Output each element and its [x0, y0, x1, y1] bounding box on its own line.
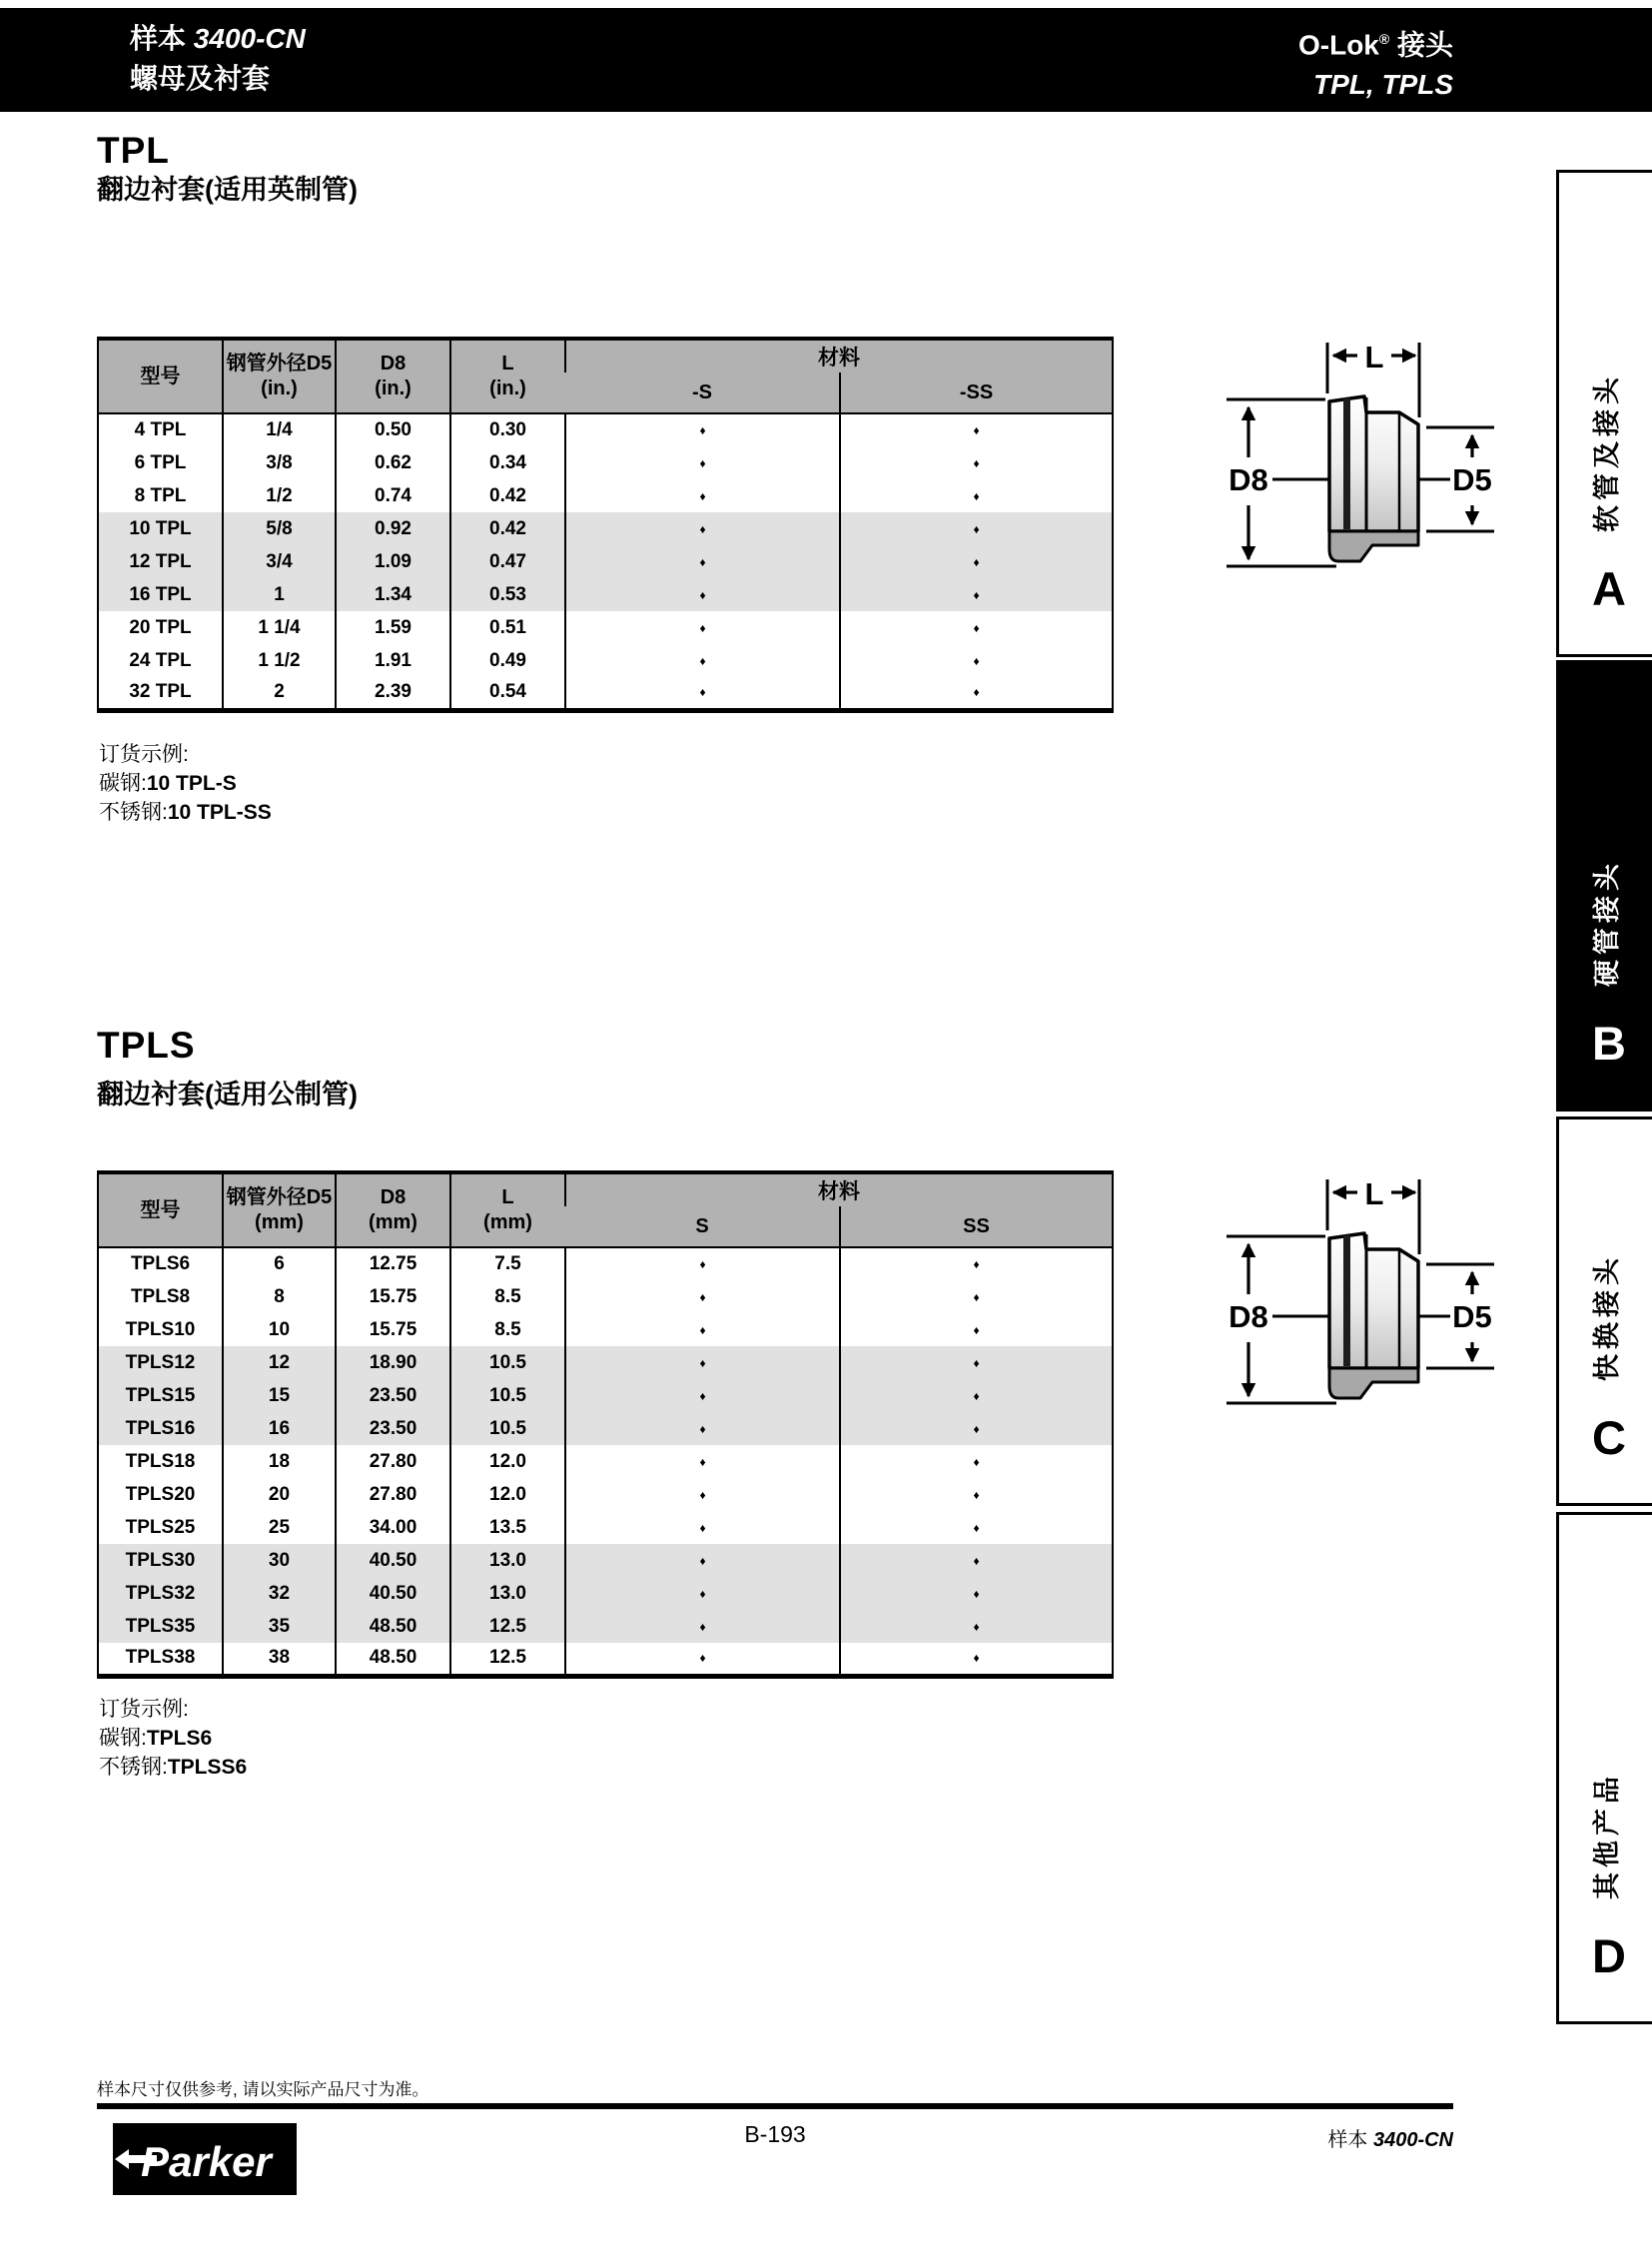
table-row [98, 512, 1113, 545]
cell-l: 0.42 [450, 512, 565, 545]
order-example-title: 订货示例: [99, 743, 189, 766]
cell-tube-od: 38 [223, 1643, 336, 1676]
cell-material-s: ♦ [565, 1577, 840, 1610]
cell-d8: 40.50 [336, 1544, 450, 1577]
footer-catalog-number: 3400-CN [1372, 2129, 1453, 2151]
sidebar-tab-other-products [1556, 1512, 1652, 2024]
cell-model: TPLS10 [125, 1318, 196, 1340]
cell-material-s: ♦ [565, 446, 840, 479]
cell-material-ss: ♦ [840, 1478, 1113, 1511]
cell-l: 13.0 [450, 1544, 565, 1577]
cell-tube-od: 6 [223, 1247, 336, 1280]
order-example-line [99, 1753, 247, 1782]
cell-model: TPLS8 [130, 1285, 191, 1307]
parker-logo [113, 2123, 297, 2195]
cell-l: 12.5 [450, 1643, 565, 1676]
cell-d8: 15.75 [336, 1313, 450, 1346]
tpls-order-example [99, 1695, 247, 1782]
cell-d8: 40.50 [336, 1577, 450, 1610]
header-product-suffix: 接头 [1396, 29, 1453, 61]
sleeve-body [1329, 1233, 1418, 1368]
cell-material-ss: ♦ [840, 1544, 1113, 1577]
cell-l: 0.53 [450, 578, 565, 611]
cell-model: TPLS30 [98, 1544, 223, 1577]
table-row [98, 1643, 1113, 1676]
header-product-line [1298, 19, 1453, 65]
cell-tube-od: 1 1/4 [223, 611, 336, 644]
cell-d8: 1.34 [336, 578, 450, 611]
table-row [98, 1610, 1113, 1643]
col-header-tube-od: 钢管外径D5 (mm) [223, 1172, 336, 1247]
cell-material-s: ♦ [565, 1478, 840, 1511]
cell-d8: 2.39 [336, 677, 450, 710]
tpls-table-body [98, 1247, 1113, 1676]
cell-tube-od: 8 [223, 1280, 336, 1313]
sidebar-tab-letter: C [1592, 1411, 1626, 1464]
cell-material-ss: ♦ [840, 1313, 1113, 1346]
cell-d8: 0.50 [336, 413, 450, 446]
cell-model: TPLS35 [98, 1610, 223, 1643]
sleeve-groove [1343, 398, 1350, 529]
cell-d8: 0.62 [336, 446, 450, 479]
cell-model: 20 TPL [129, 616, 192, 638]
cell-material-ss: ♦ [840, 1280, 1113, 1313]
cell-material-s: ♦ [565, 1280, 840, 1313]
order-example-line [99, 769, 272, 798]
table-row [98, 1313, 1113, 1346]
cell-material-s: ♦ [565, 512, 840, 545]
registered-mark: ® [1378, 31, 1390, 47]
sleeve-foot [1329, 531, 1418, 561]
footer-rule [97, 2103, 1453, 2109]
cell-model: TPLS6 [130, 1253, 191, 1274]
cell-l: 12.0 [450, 1478, 565, 1511]
cell-material-ss: ♦ [840, 578, 1113, 611]
dim-label-D8: D8 [1229, 462, 1268, 497]
col-header-steel: -S [565, 373, 840, 413]
cell-d8: 1.09 [336, 545, 450, 578]
sidebar-tab-label: 硬管接头 [1592, 859, 1622, 987]
col-header-material: 材料 [565, 339, 1113, 373]
cell-material-ss: ♦ [840, 1445, 1113, 1478]
cell-material-s: ♦ [565, 1610, 840, 1643]
order-part-number: TPLSS6 [167, 1756, 248, 1779]
cell-d8: 27.80 [336, 1445, 450, 1478]
cell-d8: 23.50 [336, 1412, 450, 1445]
cell-material-ss: ♦ [840, 479, 1113, 512]
cell-model: 12 TPL [98, 545, 223, 578]
cell-l: 0.47 [450, 545, 565, 578]
cell-material-s: ♦ [565, 1445, 840, 1478]
cell-model: TPLS32 [98, 1577, 223, 1610]
cell-model: 10 TPL [98, 512, 223, 545]
table-row [98, 1511, 1113, 1544]
sidebar-tab-label: 快换接头 [1592, 1253, 1622, 1381]
cell-l: 10.5 [450, 1412, 565, 1445]
header-right [1298, 19, 1453, 105]
cell-d8: 27.80 [336, 1478, 450, 1511]
cell-l: 0.54 [450, 677, 565, 710]
col-header-steel: S [565, 1206, 840, 1247]
cell-l: 8.5 [450, 1313, 565, 1346]
tpls-table-head [98, 1172, 1113, 1247]
table-row [98, 677, 1113, 710]
cell-tube-od: 35 [223, 1610, 336, 1643]
cell-tube-od: 1 1/2 [223, 644, 336, 677]
cell-tube-od: 32 [223, 1577, 336, 1610]
cell-model: 16 TPL [98, 578, 223, 611]
dim-label-D8: D8 [1229, 1299, 1268, 1334]
dim-label-D5: D5 [1452, 462, 1492, 497]
header-models: TPL, TPLS [1313, 69, 1453, 101]
sleeve-body [1329, 396, 1418, 531]
order-material-label: 碳钢: [99, 772, 147, 795]
cell-l: 0.30 [450, 413, 565, 446]
cell-tube-od: 15 [223, 1379, 336, 1412]
cell-material-ss: ♦ [840, 1247, 1113, 1280]
cell-l: 10.5 [450, 1379, 565, 1412]
cell-d8: 12.75 [336, 1247, 450, 1280]
cell-model: 32 TPL [129, 681, 192, 703]
order-material-label: 不锈钢: [99, 1756, 168, 1779]
order-example-line [99, 798, 272, 827]
cell-l: 12.0 [450, 1445, 565, 1478]
cell-d8: 0.92 [336, 512, 450, 545]
cell-material-ss: ♦ [840, 1643, 1113, 1676]
cell-model: TPLS25 [125, 1516, 196, 1538]
table-row [98, 446, 1113, 479]
cell-model: 6 TPL [134, 451, 187, 473]
cell-l: 0.34 [450, 446, 565, 479]
cell-material-ss: ♦ [840, 512, 1113, 545]
cell-material-s: ♦ [565, 479, 840, 512]
cell-model: 8 TPL [134, 484, 187, 506]
cell-model: TPLS16 [98, 1412, 223, 1445]
cell-material-s: ♦ [565, 413, 840, 446]
table-row [98, 611, 1113, 644]
col-header-d8: D8 (mm) [336, 1172, 450, 1247]
order-part-number: 10 TPL-SS [167, 801, 272, 824]
cell-material-s: ♦ [565, 611, 840, 644]
cell-l: 0.49 [450, 644, 565, 677]
table-row [98, 479, 1113, 512]
cell-tube-od: 3/4 [223, 545, 336, 578]
header-subtitle: 螺母及衬套 [130, 63, 271, 94]
cell-l: 7.5 [450, 1247, 565, 1280]
cell-material-ss: ♦ [840, 677, 1113, 710]
cell-d8: 15.75 [336, 1280, 450, 1313]
footer-catalog-ref [1327, 2123, 1453, 2152]
col-header-l: L (mm) [450, 1172, 565, 1247]
cell-material-ss: ♦ [840, 644, 1113, 677]
order-material-label: 不锈钢: [99, 801, 168, 824]
col-header-material: 材料 [565, 1172, 1113, 1206]
table-row [98, 1478, 1113, 1511]
cell-material-ss: ♦ [840, 1412, 1113, 1445]
sidebar-tab-quick-couplings [1556, 1117, 1652, 1506]
cell-tube-od: 30 [223, 1544, 336, 1577]
cell-material-ss: ♦ [840, 545, 1113, 578]
cell-model: 4 TPL [134, 419, 187, 440]
cell-tube-od: 2 [223, 677, 336, 710]
tpls-dimension-diagram [1227, 1176, 1496, 1406]
cell-d8: 1.59 [336, 611, 450, 644]
table-row [98, 1346, 1113, 1379]
cell-model: TPLS20 [125, 1483, 196, 1505]
cell-material-s: ♦ [565, 1412, 840, 1445]
cell-tube-od: 3/8 [223, 446, 336, 479]
tpl-order-example [99, 740, 272, 827]
tpls-section-subtitle: 翻边衬套(适用公制管) [97, 1080, 358, 1110]
table-row [98, 644, 1113, 677]
cell-material-ss: ♦ [840, 1346, 1113, 1379]
tpl-table-body [98, 413, 1113, 710]
tpls-spec-table [97, 1170, 1114, 1679]
tpl-dimension-diagram [1227, 340, 1496, 569]
cell-material-s: ♦ [565, 1544, 840, 1577]
col-header-tube-od: 钢管外径D5 (in.) [223, 339, 336, 413]
order-part-number: 10 TPL-S [146, 772, 237, 795]
table-row [98, 1577, 1113, 1610]
table-row [98, 578, 1113, 611]
cell-model: TPLS38 [125, 1647, 196, 1669]
page-header-bar [0, 8, 1652, 112]
cell-material-ss: ♦ [840, 1379, 1113, 1412]
cell-tube-od: 5/8 [223, 512, 336, 545]
col-header-d8: D8 (in.) [336, 339, 450, 413]
cell-tube-od: 10 [223, 1313, 336, 1346]
tpl-section-subtitle: 翻边衬套(适用英制管) [97, 175, 358, 205]
cell-d8: 18.90 [336, 1346, 450, 1379]
dim-label-L: L [1364, 340, 1384, 374]
header-catalog-prefix: 样本 [130, 23, 187, 54]
col-header-l: L (in.) [450, 339, 565, 413]
cell-material-s: ♦ [565, 644, 840, 677]
cell-d8: 48.50 [336, 1610, 450, 1643]
cell-l: 8.5 [450, 1280, 565, 1313]
order-example-line [99, 1724, 247, 1753]
dim-label-L: L [1364, 1176, 1384, 1211]
cell-material-s: ♦ [565, 578, 840, 611]
cell-d8: 48.50 [336, 1643, 450, 1676]
header-catalog-title [130, 19, 306, 59]
table-row [98, 1379, 1113, 1412]
cell-material-ss: ♦ [840, 611, 1113, 644]
tpl-section-title: TPL [97, 130, 170, 171]
cell-d8: 23.50 [336, 1379, 450, 1412]
order-material-label: 碳钢: [99, 1727, 147, 1750]
col-header-stainless: -SS [840, 373, 1113, 413]
header-product-name: O-Lok [1297, 29, 1379, 61]
dim-label-D5: D5 [1452, 1299, 1492, 1334]
cell-material-ss: ♦ [840, 413, 1113, 446]
cell-material-s: ♦ [565, 545, 840, 578]
table-row [98, 1280, 1113, 1313]
cell-material-ss: ♦ [840, 1511, 1113, 1544]
footer-page-number: B-193 [744, 2121, 806, 2147]
cell-l: 10.5 [450, 1346, 565, 1379]
footer-catalog-prefix: 样本 [1327, 2129, 1368, 2151]
parker-logo-text: Parker [141, 2138, 272, 2185]
sidebar-tab-letter: B [1592, 1017, 1626, 1070]
sleeve-groove [1343, 1235, 1350, 1366]
header-catalog-number: 3400-CN [193, 23, 306, 54]
cell-tube-od: 12 [223, 1346, 336, 1379]
cell-material-s: ♦ [565, 1346, 840, 1379]
sidebar-tab-letter: A [1592, 562, 1626, 615]
cell-l: 0.51 [450, 611, 565, 644]
col-header-model: 型号 [98, 339, 223, 413]
sidebar-tab-hose-fittings [1556, 170, 1652, 657]
table-row [98, 413, 1113, 446]
cell-model: TPLS12 [98, 1346, 223, 1379]
cell-material-s: ♦ [565, 1247, 840, 1280]
cell-d8: 34.00 [336, 1511, 450, 1544]
cell-l: 13.5 [450, 1511, 565, 1544]
table-row [98, 545, 1113, 578]
cell-material-ss: ♦ [840, 1610, 1113, 1643]
cell-tube-od: 16 [223, 1412, 336, 1445]
sidebar-tab-label: 软管及接头 [1592, 373, 1622, 532]
cell-d8: 1.91 [336, 644, 450, 677]
cell-model: TPLS15 [98, 1379, 223, 1412]
sidebar-tab-tube-fittings [1556, 660, 1652, 1112]
cell-tube-od: 1/4 [223, 413, 336, 446]
tpl-spec-table [97, 337, 1114, 713]
cell-material-ss: ♦ [840, 1577, 1113, 1610]
tpls-section-title: TPLS [97, 1025, 196, 1066]
cell-material-ss: ♦ [840, 446, 1113, 479]
cell-model: 24 TPL [129, 649, 192, 671]
table-row [98, 1445, 1113, 1478]
cell-material-s: ♦ [565, 1379, 840, 1412]
order-example-title: 订货示例: [99, 1698, 189, 1721]
cell-material-s: ♦ [565, 677, 840, 710]
cell-tube-od: 1 [223, 578, 336, 611]
col-header-model: 型号 [98, 1172, 223, 1247]
table-row [98, 1544, 1113, 1577]
order-part-number: TPLS6 [146, 1727, 213, 1750]
cell-model: TPLS18 [125, 1450, 196, 1472]
table-row [98, 1412, 1113, 1445]
sidebar-tab-label: 其他产品 [1592, 1772, 1622, 1899]
cell-l: 0.42 [450, 479, 565, 512]
sleeve-foot [1329, 1368, 1418, 1398]
cell-tube-od: 1/2 [223, 479, 336, 512]
cell-l: 12.5 [450, 1610, 565, 1643]
footer-disclaimer-note: 样本尺寸仅供参考, 请以实际产品尺寸为准。 [97, 2080, 429, 2099]
col-header-stainless: SS [840, 1206, 1113, 1247]
cell-l: 13.0 [450, 1577, 565, 1610]
cell-tube-od: 20 [223, 1478, 336, 1511]
cell-material-s: ♦ [565, 1511, 840, 1544]
cell-material-s: ♦ [565, 1643, 840, 1676]
cell-tube-od: 18 [223, 1445, 336, 1478]
cell-material-s: ♦ [565, 1313, 840, 1346]
sidebar-tab-letter: D [1592, 1929, 1626, 1982]
header-left [130, 19, 306, 99]
cell-d8: 0.74 [336, 479, 450, 512]
cell-tube-od: 25 [223, 1511, 336, 1544]
tpl-table-head [98, 339, 1113, 413]
table-row [98, 1247, 1113, 1280]
